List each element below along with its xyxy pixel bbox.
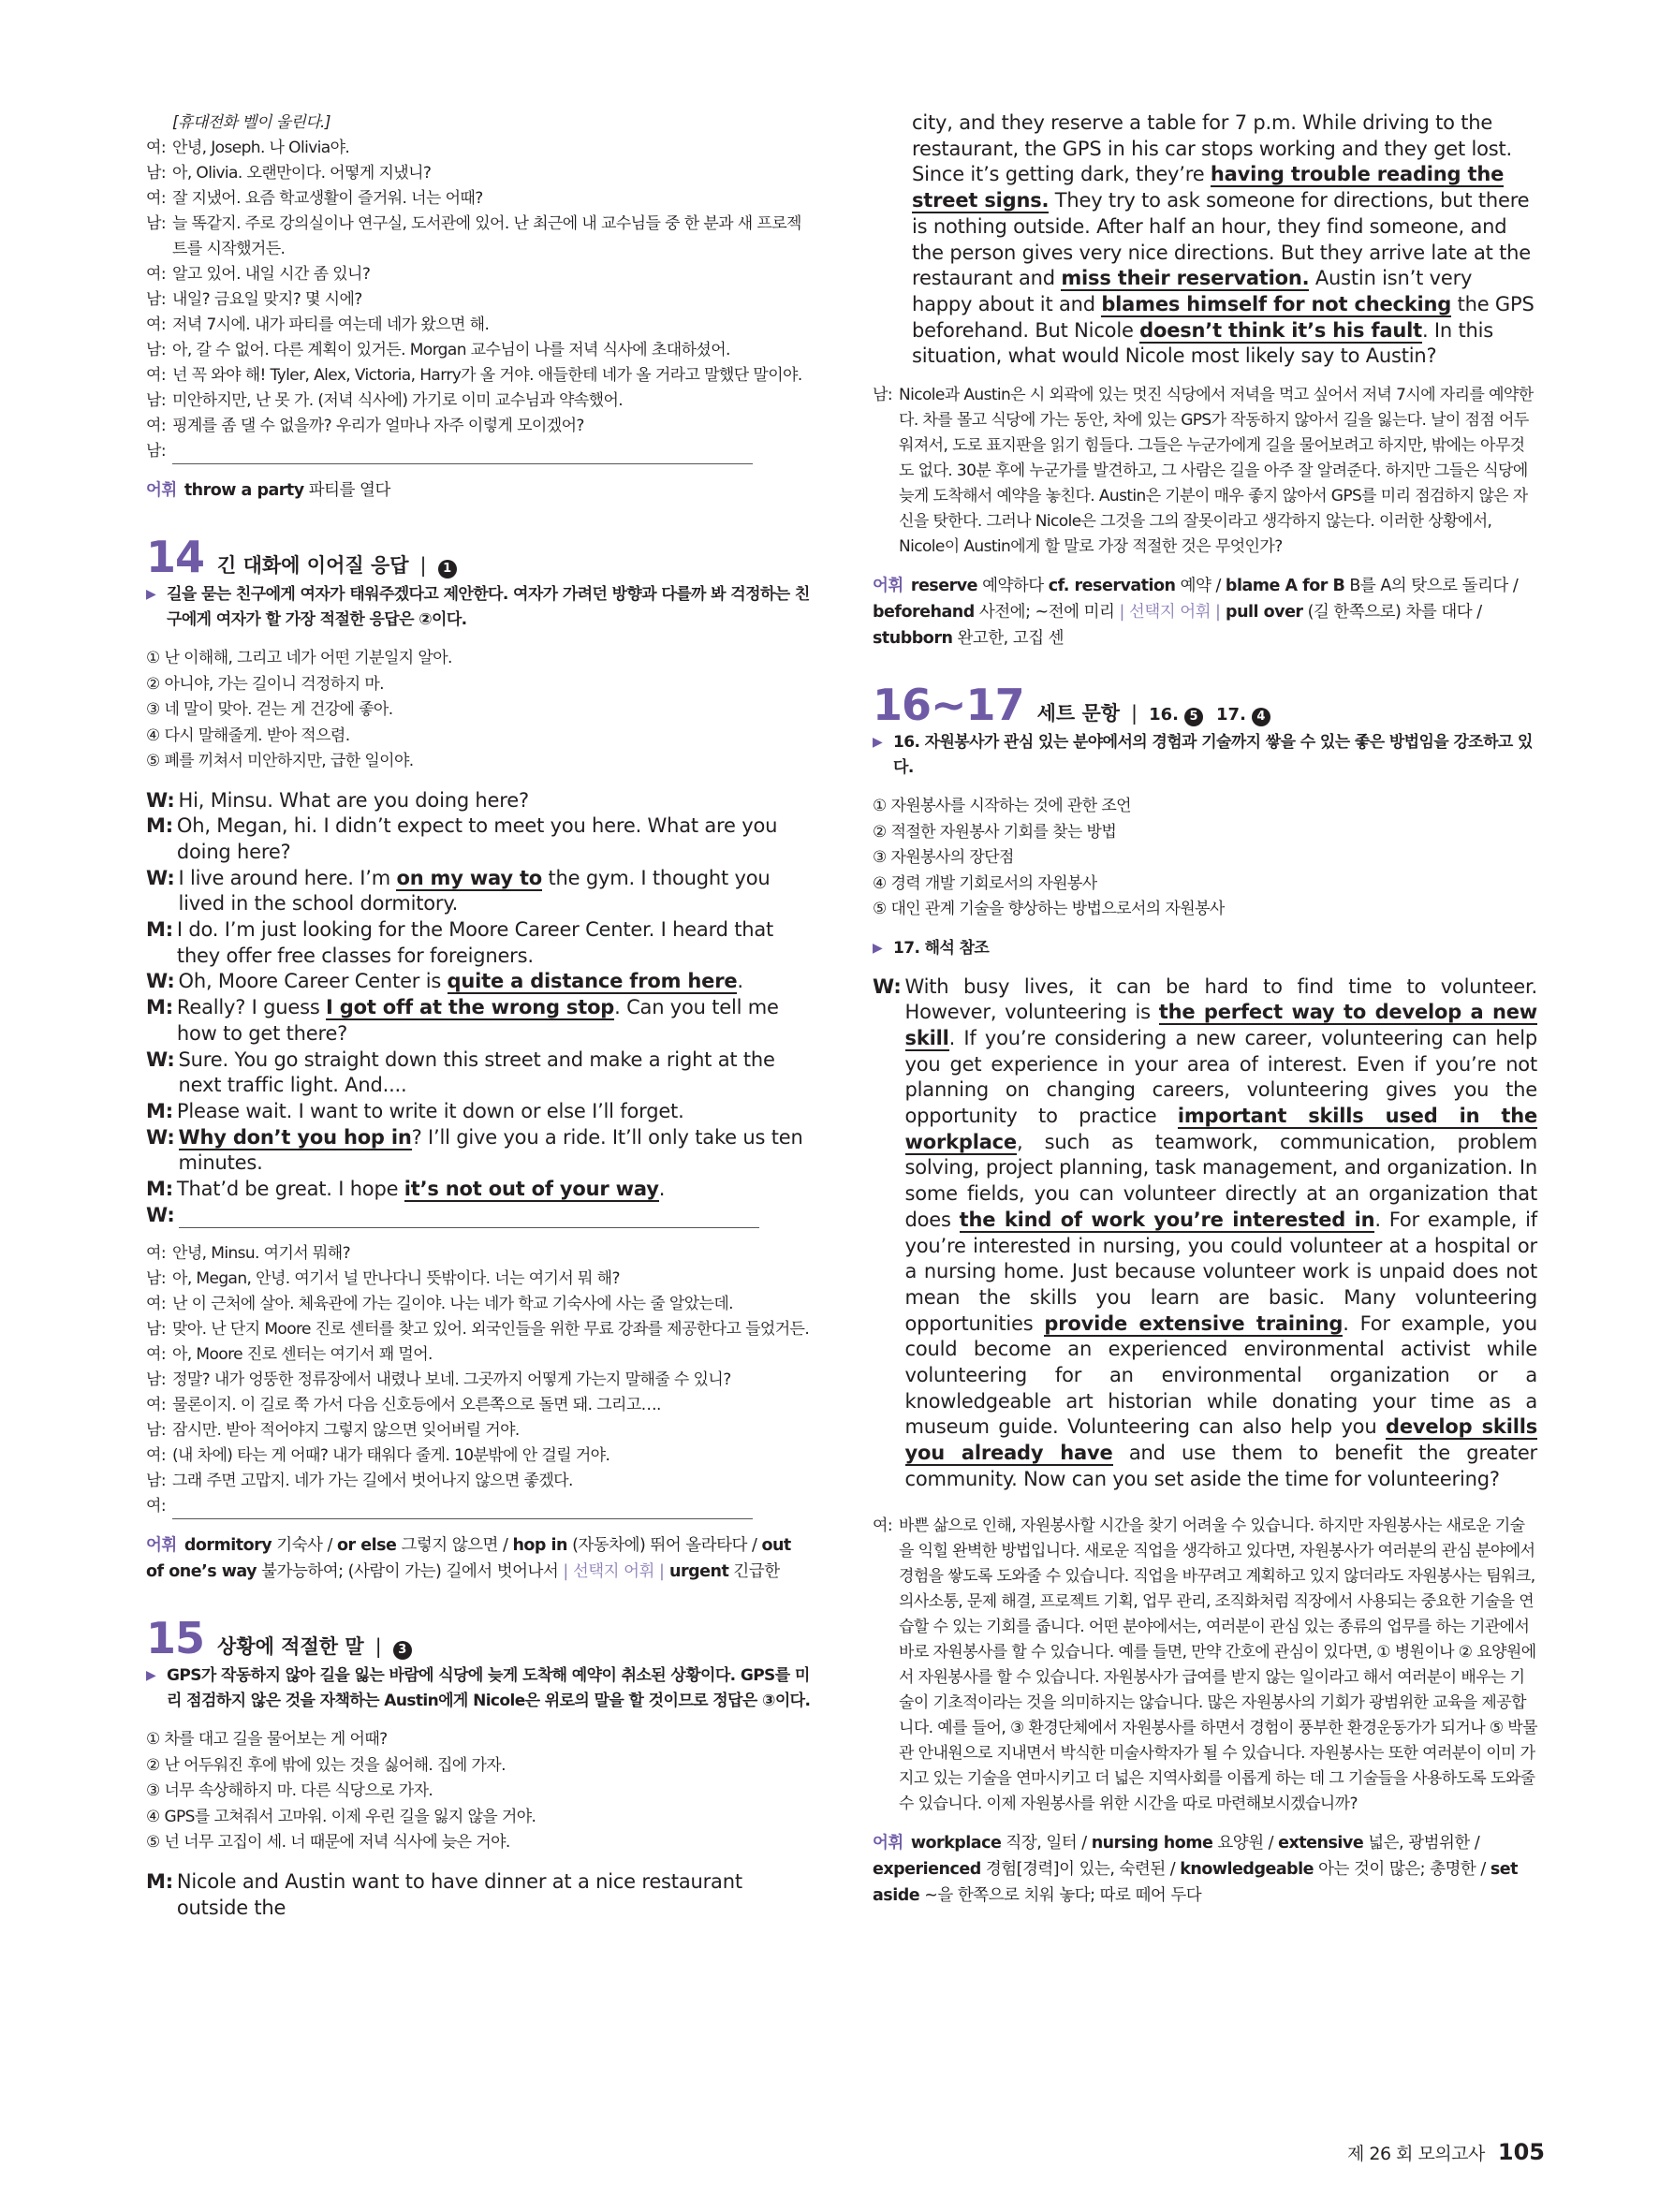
dialog-text (177, 917, 813, 969)
speaker-label: M: (146, 1099, 173, 1122)
dialog-line (146, 287, 813, 313)
dialog-line (146, 1099, 813, 1125)
answer-explanation (146, 1663, 813, 1714)
vocab-gloss: | 선택지 어휘 | (1119, 603, 1221, 623)
vocab-term: dormitory (184, 1536, 272, 1556)
speaker-label: M: (146, 814, 173, 838)
option-item: ① 난 이해해, 그리고 네가 어떤 기분일지 알아. (146, 649, 452, 667)
dialog-text: 난 이 근처에 살아. 체육관에 가는 길이야. 나는 네가 학교 기숙사에 사는 줄 알았는데. (172, 1295, 733, 1314)
dialog-line (873, 383, 1537, 560)
text-run: the gym. I thought you lived in the school dormitory. (178, 866, 771, 916)
sub-question: 16. (1149, 705, 1180, 725)
speaker-label (146, 110, 172, 136)
spacer (873, 1817, 1537, 1830)
vocab-term: urgent (664, 1562, 729, 1582)
dialog-text: 그래 주면 고맙지. 네가 가는 길에서 벗어나지 않으면 좋겠다. (172, 1472, 573, 1491)
text-run: . For example, you could become an experienced environmental activist while volunteering for an environmental organization or a knowledgeable art historian while donating your time as a museum guide. Volunteering can also help you (904, 1311, 1538, 1439)
vocab-term: experienced (873, 1859, 981, 1879)
vocab-term: or else (336, 1536, 397, 1556)
speaker-label: M: (146, 918, 173, 942)
answer-explanation (873, 936, 1537, 961)
exam-label: 제 26 회 모의고사 (1346, 2144, 1485, 2164)
text-run: I do. I’m just looking for the Moore Career Center. I heard that they offer free classes for foreigners. (176, 918, 774, 967)
vocab-term: stubborn (873, 629, 953, 649)
question-number: 16~17 (873, 680, 1024, 731)
speaker-label: 남: (146, 1320, 166, 1340)
text-run: They try to ask someone for directions, but there is nothing outside. After half an hour, they find someone, and the person gives very nice directions. But they arrive late at the restaurant and (912, 189, 1532, 290)
vocab-term: throw a party (184, 481, 304, 500)
vocab-gloss: (길 한쪽으로) 차를 대다 / (1302, 603, 1482, 623)
vocab-gloss: 요양원 / (1212, 1833, 1279, 1853)
dialog-text: 아, Megan, 안녕. 여기서 널 만나다니 뜻밖이다. 너는 여기서 뭐 해? (172, 1269, 620, 1289)
speaker-label: 여: (873, 1516, 892, 1535)
speaker-label: 여: (146, 417, 166, 435)
dialog-text (177, 1869, 813, 1921)
speaker-label: 남: (146, 290, 166, 309)
dialog-text: Nicole과 Austin은 시 외곽에 있는 멋진 식당에서 저녁을 먹고 싶어서 저녁 7시에 자리를 예약한다. 차를 몰고 식당에 가는 동안, 차에 있는 GPS가 작동하지 않아서 길을 잃는다. 날이 점점 어두워져서, 도로 표지판을 읽기 힘들다. 그들은 누군가에게 길을 물어보려고 하지만, 밖에는 아무것도 없다. 30분 후에 누군가를 발견하고, 그 사람은 길을 아주 잘 알려준다. 하지만 그들은 식당에 늦게 도착해서 예약을 놓친다. Austin은 기분이 매우 좋지 않아서 GPS를 미리 점검하지 않은 자신을 탓한다. 그러나 Nicole은 그것을 그의 잘못이라고 생각하지 않는다. 이러한 상황에서, Nicole이 Austin에게 할 말로 가장 적절한 것은 무엇인가? (899, 386, 1534, 557)
speaker-label: 남: (146, 442, 166, 461)
speaker-label: 여: (146, 1345, 166, 1365)
spacer (873, 560, 1537, 573)
key-phrase: miss their reservation. (1061, 267, 1310, 290)
speaker-label: 여: (146, 1295, 166, 1314)
spacer (873, 652, 1537, 680)
vocab-gloss: 예약하다 (977, 577, 1049, 596)
key-phrase: blames himself for not checking (1101, 292, 1452, 315)
key-phrase: the perfect way to develop a new skill (904, 1001, 1537, 1049)
vocab-gloss: 긴급한 (728, 1562, 780, 1582)
text-run: I live around here. I’m (178, 866, 397, 889)
sub-question: 17. (1216, 705, 1246, 725)
speaker-label: 남: (146, 1472, 166, 1491)
dialog-line (146, 1317, 813, 1342)
dialog-text: (내 차에) 타는 게 어때? 내가 태워다 줄게. 10분밖에 안 걸릴 거야. (172, 1446, 610, 1466)
speaker-label: 남: (873, 386, 892, 405)
question-header (146, 532, 813, 582)
speaker-label: W: (146, 970, 175, 993)
dialog-line (146, 1342, 813, 1368)
vocab-term: extensive (1278, 1833, 1364, 1853)
dialog-text: 아, 갈 수 없어. 다른 계획이 있거든. Morgan 교수님이 나를 저녁 식사에 초대하셨어. (172, 341, 730, 359)
speaker-label: M: (146, 1178, 173, 1201)
text-run: . For example, if you’re interested in nursing, you could volunteer at a hospital or a nursing home. Just because volunteer work is unpaid does not mean the skills you learn are basic. Many volunteering opportunities (904, 1208, 1537, 1335)
dialog-text: 미안하지만, 난 못 가. (저녁 식사에) 가기로 이미 교수님과 약속했어. (172, 391, 624, 410)
arrow-icon: ▶ (873, 940, 883, 956)
dialog-line (146, 1267, 813, 1292)
page-footer (1301, 2139, 1545, 2165)
dialog-text: 잘 지냈어. 요즘 학교생활이 즐거워. 너는 어때? (172, 189, 483, 208)
dialog-text (177, 995, 813, 1047)
option-item: ③ 자원봉사의 장단점 (873, 848, 1014, 868)
key-phrase: doesn’t think it’s his fault (1139, 318, 1422, 342)
dialog-text (179, 788, 813, 814)
spacer (873, 1493, 1537, 1514)
dialog-text: 안녕, Minsu. 여기서 뭐해? (172, 1244, 350, 1264)
text-run: Nicole and Austin want to have dinner at a nice restaurant outside the (176, 1869, 742, 1919)
speaker-label: 남: (146, 214, 166, 233)
dialog-text (177, 1177, 813, 1203)
option-item: ③ 네 말이 맞아. 걷는 게 건강에 좋아. (146, 700, 393, 719)
speaker-label: 남: (146, 1269, 166, 1289)
vocab-tag: 어휘 (873, 1833, 903, 1853)
vocab-term: out of one’s way (146, 1536, 791, 1582)
key-phrase: I got off at the wrong stop (326, 996, 615, 1019)
dialog-line (146, 917, 813, 969)
explanation-text: GPS가 작동하지 않아 길을 잃는 바람에 식당에 늦게 도착해 예약이 취소된 상황이다. GPS를 미리 점검하지 않은 것을 자책하는 Austin에게 Nicole은 위로의 말을 할 것이므로 정답은 ③이다. (167, 1666, 811, 1711)
divider: | (374, 1635, 382, 1659)
question-number: 15 (146, 1613, 205, 1664)
question-header (873, 680, 1537, 730)
option-item: ② 적절한 자원봉사 기회를 찾는 방법 (873, 822, 1117, 842)
text-run: . In this situation, what would Nicole most likely say to Austin? (912, 318, 1493, 368)
speaker-label: 여: (146, 1497, 166, 1516)
spacer (873, 961, 1537, 974)
dialog-text: 핑계를 좀 댈 수 없을까? 우리가 얼마나 자주 이렇게 모이겠어? (172, 417, 584, 435)
vocab-gloss: (자동차에) 뛰어 올라타다 / (567, 1536, 762, 1556)
text-run: , such as teamwork, communication, problem solving, project planning, task management, and organization. In some fields, you can volunteer directly at an organization that does (904, 1130, 1537, 1231)
option-item: ③ 너무 속상해하지 마. 다른 식당으로 가자. (146, 1781, 433, 1801)
answer-options (873, 794, 1537, 923)
key-phrase: the kind of work you’re interested in (959, 1208, 1375, 1231)
dialog-line (146, 363, 813, 388)
dialog-text (172, 439, 813, 464)
spacer (146, 1856, 813, 1869)
dialog-line (146, 1368, 813, 1393)
monologue-text (905, 974, 1537, 1493)
arrow-icon: ▶ (146, 1668, 156, 1684)
dialog-line (146, 136, 813, 161)
answer-options (146, 646, 813, 775)
spacer (146, 1519, 813, 1532)
dialog-text (177, 1099, 813, 1125)
divider: | (419, 554, 427, 577)
text-run: . (658, 1178, 666, 1201)
vocabulary-note (146, 477, 813, 504)
divider: | (1131, 702, 1138, 725)
vocab-term: pull over (1220, 603, 1303, 623)
vocab-gloss: 기숙사 / (272, 1536, 337, 1556)
dialog-text: [휴대전화 벨이 울린다.] (172, 113, 330, 132)
vocabulary-note (873, 1830, 1537, 1909)
spacer (873, 781, 1537, 794)
dialog-text: 아, Moore 진로 센터는 여기서 꽤 멀어. (172, 1345, 433, 1365)
dialog-text: 내일? 금요일 맞지? 몇 시에? (172, 290, 362, 309)
dialog-line (146, 1869, 813, 1921)
vocab-gloss: 그렇지 않으면 / (396, 1536, 513, 1556)
dialog-line (146, 1494, 813, 1519)
speaker-label: W: (146, 1203, 175, 1226)
vocab-tag: 어휘 (873, 577, 903, 596)
text-run: . If you’re considering a new career, volunteering can help you get experience in your area of interest. Even if you’re not planning on changing careers, volunteering gives you the opportunity to practice (904, 1026, 1537, 1128)
answer-blank (179, 1209, 759, 1228)
right-column (873, 110, 1537, 1909)
vocab-term: set aside (873, 1859, 1519, 1905)
vocab-term: beforehand (873, 603, 975, 623)
option-item: ④ GPS를 고쳐줘서 고마워. 이제 우린 길을 잃지 않을 거야. (146, 1807, 536, 1826)
text-run: Please wait. I want to write it down or else I’ll forget. (176, 1099, 684, 1122)
speaker-label: 남: (146, 341, 166, 359)
speaker-label: 여: (146, 366, 166, 385)
speaker-label: 여: (146, 1396, 166, 1415)
dialog-text: 늘 똑같지. 주로 강의실이나 연구실, 도서관에 있어. 난 최근에 내 교수님들 중 한 분과 새 프로젝트를 시작했거든. (172, 214, 801, 258)
question-type: 세트 문항 (1036, 702, 1121, 725)
answer-circle: 3 (393, 1641, 412, 1660)
spacer (146, 1714, 813, 1727)
explanation-text: 17. 해석 참조 (893, 938, 990, 958)
dialog-text: 물론이지. 이 길로 쭉 가서 다음 신호등에서 오른쪽으로 돌면 돼. 그리고…. (172, 1396, 661, 1415)
text-run: Hi, Minsu. What are you doing here? (178, 788, 529, 812)
dialog-line (146, 995, 813, 1047)
dialog-text (172, 1494, 813, 1519)
dialog-line (146, 212, 813, 262)
dialog-line (146, 1125, 813, 1177)
vocab-tag: 어휘 (146, 1536, 177, 1556)
text-run: and use them to benefit the greater community. Now can you set aside the time for volunteering? (904, 1442, 1537, 1490)
vocab-term: blame A for B (1225, 577, 1345, 596)
dialog-text (179, 866, 813, 917)
dialog-line (146, 813, 813, 865)
spacer (146, 504, 813, 532)
explanation-text: 길을 묻는 친구에게 여자가 태워주겠다고 제안한다. 여자가 가려던 방향과 다를까 봐 걱정하는 친구에게 여자가 할 가장 적절한 응답은 ②이다. (167, 585, 810, 629)
spacer (146, 464, 813, 477)
speaker-label: M: (146, 1869, 173, 1893)
speaker-label: 여: (146, 315, 166, 334)
vocab-gloss: 예약 / (1175, 577, 1226, 596)
dialog-text: 저녁 7시에. 내가 파티를 여는데 네가 왔으면 해. (172, 315, 490, 334)
dialog-line (146, 1241, 813, 1267)
dialog-line (146, 110, 813, 136)
text-run: Oh, Moore Career Center is (178, 970, 448, 993)
speaker-label: W: (146, 866, 175, 889)
key-phrase: provide extensive training (1044, 1311, 1344, 1335)
option-item: ⑤ 넌 너무 고집이 세. 너 때문에 저녁 식사에 늦은 거야. (146, 1833, 510, 1853)
dialog-line (146, 262, 813, 287)
vocab-gloss: 아는 것이 많은; 총명한 / (1314, 1859, 1490, 1879)
key-phrase: develop skills you already have (904, 1415, 1537, 1465)
text-run: With busy lives, it can be hard to find time to volunteer. However, volunteering is (904, 974, 1537, 1024)
dialog-text: 넌 꼭 와야 해! Tyler, Alex, Victoria, Harry가 올 거야. 애들한테 네가 올 거라고 말했단 말이야. (172, 366, 802, 385)
text-run: That’d be great. I hope (176, 1178, 404, 1201)
speaker-label: 여: (146, 1244, 166, 1264)
text-run: Really? I guess (176, 996, 327, 1019)
dialog-line (146, 313, 813, 338)
text-run: . Can you tell me how to get there? (176, 996, 779, 1045)
dialog-text: 잠시만. 받아 적어야지 그렇지 않으면 잊어버릴 거야. (172, 1421, 520, 1441)
key-phrase: quite a distance from here (447, 970, 738, 993)
dialog-text (179, 1203, 813, 1229)
dialog-line (146, 1177, 813, 1203)
dialog-line (146, 1418, 813, 1443)
dialog-line (146, 161, 813, 186)
vocab-tag: 어휘 (146, 481, 177, 500)
dialog-line (146, 338, 813, 363)
vocab-gloss: 사전에; ~전에 미리 (974, 603, 1120, 623)
left-column (146, 110, 813, 1921)
dialog-text: 안녕, Joseph. 나 Olivia야. (172, 139, 350, 157)
dialog-line (146, 1292, 813, 1317)
answer-explanation (873, 730, 1537, 781)
text-run: Austin isn’t very happy about it and (912, 267, 1473, 315)
question-number: 14 (146, 532, 205, 582)
dialog-line (146, 1047, 813, 1099)
explanation-text: 16. 자원봉사가 관심 있는 분야에서의 경험과 기술까지 쌓을 수 있는 좋은 방법임을 강조하고 있다. (893, 733, 1533, 778)
speaker-label: 남: (146, 1370, 166, 1390)
dialog-text: 정말? 내가 엉뚱한 정류장에서 내렸나 보네. 그곳까지 어떻게 가는지 말해줄 수 있니? (172, 1370, 731, 1390)
spacer (146, 1585, 813, 1613)
key-phrase: important skills used in the workplace (904, 1105, 1538, 1153)
speaker-label: 여: (146, 265, 166, 284)
option-item: ② 난 어두워진 후에 밖에 있는 것을 싫어해. 집에 가자. (146, 1755, 506, 1775)
speaker-label: 여: (146, 1446, 166, 1466)
answer-options (146, 1727, 813, 1856)
speaker-label: W: (873, 974, 902, 998)
vocab-gloss: 불가능하여; (사람이 가는) 길에서 벗어나서 (257, 1562, 564, 1582)
monologue (873, 974, 1537, 1493)
dialog-text: 알고 있어. 내일 시간 좀 있니? (172, 265, 371, 284)
vocab-term: cf. reservation (1048, 577, 1176, 596)
dialog-line (146, 1393, 813, 1418)
speaker-label: 남: (146, 164, 166, 183)
option-item: ① 자원봉사를 시작하는 것에 관한 조언 (873, 797, 1131, 816)
page-number: 105 (1497, 2139, 1545, 2165)
option-item: ⑤ 폐를 끼쳐서 미안하지만, 급한 일이야. (146, 752, 414, 770)
text-run: ? I’ll give you a ride. It’ll only take us ten minutes. (178, 1125, 803, 1175)
speaker-label: W: (146, 1125, 175, 1149)
dialog-line (146, 414, 813, 439)
narration-text (873, 110, 1537, 370)
question-type: 긴 대화에 이어질 응답 (217, 554, 409, 577)
vocab-term: reserve (910, 577, 978, 596)
text-run: the GPS beforehand. But Nicole (912, 292, 1534, 342)
dialog-text (179, 1125, 813, 1177)
key-phrase: Why don’t you hop in (178, 1125, 412, 1149)
spacer (146, 1228, 813, 1241)
vocab-term: workplace (910, 1833, 1002, 1853)
dialog-text: 맞아. 난 단지 Moore 진로 센터를 찾고 있어. 외국인들을 위한 무료 강좌를 제공한다고 들었거든. (172, 1320, 810, 1340)
text-run: Sure. You go straight down this street and make a right at the next traffic light. And.... (178, 1047, 775, 1097)
answer-blank (172, 445, 753, 464)
answer-explanation (146, 582, 813, 633)
spacer (146, 633, 813, 646)
answer-circle: 5 (1184, 708, 1203, 726)
question-type: 상황에 적절한 말 (217, 1635, 364, 1659)
arrow-icon: ▶ (146, 587, 156, 602)
speaker-label: W: (146, 1047, 175, 1071)
speaker-label: 남: (146, 391, 166, 410)
dialog-text (179, 1047, 813, 1099)
dialog-line (146, 1469, 813, 1494)
speaker-label: W: (146, 788, 175, 812)
vocab-gloss: 파티를 열다 (303, 481, 390, 500)
vocab-gloss: 직장, 일터 / (1001, 1833, 1092, 1853)
option-item: ④ 다시 말해줄게. 받아 적으렴. (146, 725, 350, 745)
key-phrase: having trouble reading the street signs. (912, 163, 1505, 212)
key-phrase: it’s not out of your way (404, 1178, 659, 1201)
dialog-line (146, 186, 813, 212)
dialog-line (146, 439, 813, 464)
option-item: ① 차를 대고 길을 물어보는 게 어때? (146, 1730, 388, 1750)
dialog-text: 아, Olivia. 오랜만이다. 어떻게 지냈니? (172, 164, 432, 183)
dialog-line (873, 1514, 1537, 1817)
text-run: . (737, 970, 743, 993)
vocab-gloss: 경험[경력]이 있는, 숙련된 / (980, 1859, 1181, 1879)
dialog-line (146, 388, 813, 414)
spacer (873, 370, 1537, 383)
dialog-text (179, 969, 813, 995)
option-item: ④ 경력 개발 기회로서의 자원봉사 (873, 873, 1097, 893)
dialog-line (146, 788, 813, 814)
dialog-line (146, 1443, 813, 1469)
dialog-line (146, 866, 813, 917)
answer-circle: 1 (438, 560, 457, 579)
spacer (146, 775, 813, 788)
dialog-text: 바쁜 삶으로 인해, 자원봉사할 시간을 찾기 어려울 수 있습니다. 하지만 자원봉사는 새로운 기술을 익힐 완벽한 방법입니다. 새로운 직업을 생각하고 있다면, 자원봉사가 여러분의 관심 분야에서 경험을 쌓도록 도와줄 수 있습니다. 직업을 바꾸려고 계획하고 있지 않더라도 자원봉사는 팀워크, 의사소통, 문제 해결, 프로젝트 기획, 업무 관리, 조직화처럼 직장에서 사용되는 중요한 기술을 연습할 수 있는 기회를 줍니다. 어떤 분야에서는, 여러분이 관심 있는 종류의 업무를 하는 기관에서 바로 자원봉사를 할 수 있습니다. 예를 들면, 만약 간호에 관심이 있다면, ① 병원이나 ② 요양원에서 자원봉사를 할 수 있습니다. 자원봉사가 급여를 받지 않는 일이라고 해서 여러분이 배우는 기술이 기초적이라는 것을 의미하지는 않습니다. 많은 자원봉사의 기회가 광범위한 교육을 제공합니다. 예를 들어, ③ 환경단체에서 자원봉사를 하면서 경험이 풍부한 환경운동가가 되거나 ⑤ 박물관 안내원으로 지내면서 박식한 미술사학자가 될 수 있습니다. 자원봉사는 또한 여러분이 이미 가지고 있는 기술을 연마시키고 더 넓은 지역사회를 이롭게 하는 데 그 기술들을 사용하도록 도와줄 수 있습니다. 이제 자원봉사를 위한 시간을 따로 마련해보시겠습니까? (899, 1516, 1537, 1813)
vocabulary-note (146, 1532, 813, 1585)
vocab-term: nursing home (1091, 1833, 1213, 1853)
vocab-gloss: B를 A의 탓으로 돌리다 / (1344, 577, 1519, 596)
vocab-gloss: ~을 한쪽으로 치워 놓다; 따로 떼어 두다 (919, 1885, 1202, 1905)
option-item: ⑤ 대인 관계 기술을 향상하는 방법으로서의 자원봉사 (873, 900, 1225, 919)
option-item: ② 아니야, 가는 길이니 걱정하지 마. (146, 674, 384, 694)
speaker-label: 여: (146, 189, 166, 208)
vocab-term: hop in (512, 1536, 568, 1556)
vocab-term: knowledgeable (1180, 1859, 1314, 1879)
vocab-gloss: 완고한, 고집 센 (952, 629, 1065, 649)
speaker-label: 남: (146, 1421, 166, 1441)
dialog-text (177, 813, 813, 865)
answer-blank (172, 1500, 753, 1519)
key-phrase: on my way to (396, 866, 543, 889)
spacer (873, 923, 1537, 936)
dialog-line (146, 1203, 813, 1229)
speaker-label: M: (146, 996, 173, 1019)
vocab-gloss: 넓은, 광범위한 / (1363, 1833, 1480, 1853)
dialog-line (146, 969, 813, 995)
vocabulary-note (873, 573, 1537, 652)
arrow-icon: ▶ (873, 735, 883, 751)
answer-circle: 4 (1252, 708, 1270, 726)
question-header (146, 1613, 813, 1663)
vocab-gloss: | 선택지 어휘 | (563, 1562, 665, 1582)
speaker-label: 여: (146, 139, 166, 157)
text-run: city, and they reserve a table for 7 p.m. While driving to the restaurant, the GPS in his car stops working and they get lost. Since it’s getting dark, they’re (912, 111, 1513, 186)
text-run: Oh, Megan, hi. I didn’t expect to meet you here. What are you doing here? (176, 814, 778, 863)
